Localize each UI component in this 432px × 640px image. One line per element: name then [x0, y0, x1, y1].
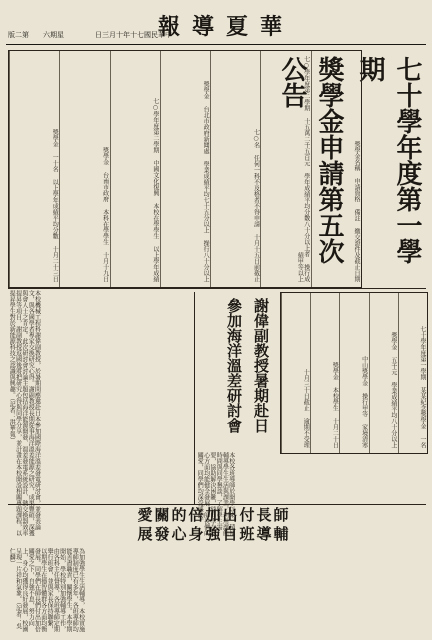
masthead	[0, 0, 432, 48]
main-headline-line-2: 獎學金申請第五次公告	[277, 56, 344, 264]
table-column: 七○名 任何一科不及格者不得申請 十月十五日前截止	[210, 51, 260, 287]
table-column: 七○學年度第二學期 中國文化復興 本校在學學生 以上學年成績	[110, 51, 160, 287]
masthead-rule	[6, 44, 426, 45]
main-headline-line-1: 七十學年度第一學期	[355, 56, 422, 264]
table-column: 獎學金 一十名 以上學年成績平均分數 十月二十三日	[9, 51, 59, 287]
table-column: 獎學金 台北市政府新聞處 學業成績平均七十五分以上 操行八十分以上	[160, 51, 210, 287]
article-headline	[196, 298, 272, 448]
table-column: 七十學年度第一學期 某某紀念獎學金 一名	[398, 293, 427, 453]
article-headline-line-1: 謝偉副教授暑期赴日	[252, 298, 270, 433]
scholarship-table-secondary	[280, 292, 428, 454]
table-column: 七○學年度第二學期 十五萬二千五百元 學年成績平均分數八十分以上者 操行成績甲等以上	[260, 51, 310, 287]
bottom-article-body: 為加強學生生活輔導，本校實施導師制度已有多年，各班導師均能善盡職責，關懷學生。本學期開始，學校特別加強輔導工作，由各科主任督導，各班導師定期舉行班會，並與家長保持聯繫，以期學生在德智體群各方面均衡發展。同學們在師長們付出加倍關愛之下，自強不息，努力向上，身心均獲得良好發展，校園呈現一片祥和氣象。（記者：吳仁麟）	[8, 548, 85, 632]
table-column: 獎學金 五千元 學業成績平均八十分以上	[369, 293, 398, 453]
table-column: 十月三十日截止 逾期不受理	[281, 293, 310, 453]
table-column: 獎學金名稱 申請資格 備註 繳交證件及截止日期	[311, 51, 361, 287]
article-body-secondary: 本校各班導師於開學以來，積極輔導學生生活與課業，利用課餘時間與同學懇談，了解學生需要，協助解決困難，使同學在身心方面均能健全發展，師長們的關愛，同學們均深受感動。	[196, 452, 235, 536]
article-headline-line-2: 參加海洋溫差研討會	[225, 298, 243, 433]
article-body: 本校機械工程科謝偉副教授，於暑期間應邀赴日本參加國際海洋溫差發電研討會，並發表論文，與各國學者專家交換研究心得。謝副教授長期從事海洋溫差能源之研究，成果豐碩，深獲與會人士之肯定。此次研討會討論主題包括海洋能源開發、溫差發電系統設計、熱交換器效率提昇等項目，謝副教授返國後將把研究心得與同學分享，並計畫在本校開設相關專題課程，以提昇學生對於新能源科技之認識與興趣。（記者：洪華報）	[8, 290, 41, 536]
newspaper-title: 報導夏華	[158, 14, 295, 40]
section-divider	[8, 288, 426, 289]
section-divider	[8, 504, 426, 505]
scholarship-table	[8, 50, 362, 288]
page-info: 版二第 六期星	[8, 31, 64, 39]
table-column: 獎學金 台南市政府 本科在學學生 十月十九日	[59, 51, 109, 287]
table-column: 中山獎學金 操行甲等 家境清寒	[339, 293, 368, 453]
bottom-headline-line-2: 展發心身強自班導輔	[137, 525, 291, 543]
table-column: 獎學金 本校學生 十月二十日	[310, 293, 339, 453]
bottom-headline	[96, 506, 332, 546]
bottom-headline-line-1: 愛關的倍加出付長師	[137, 506, 291, 524]
issue-date: 日三月十年十七國民華中	[95, 31, 172, 39]
column-divider	[194, 292, 195, 504]
